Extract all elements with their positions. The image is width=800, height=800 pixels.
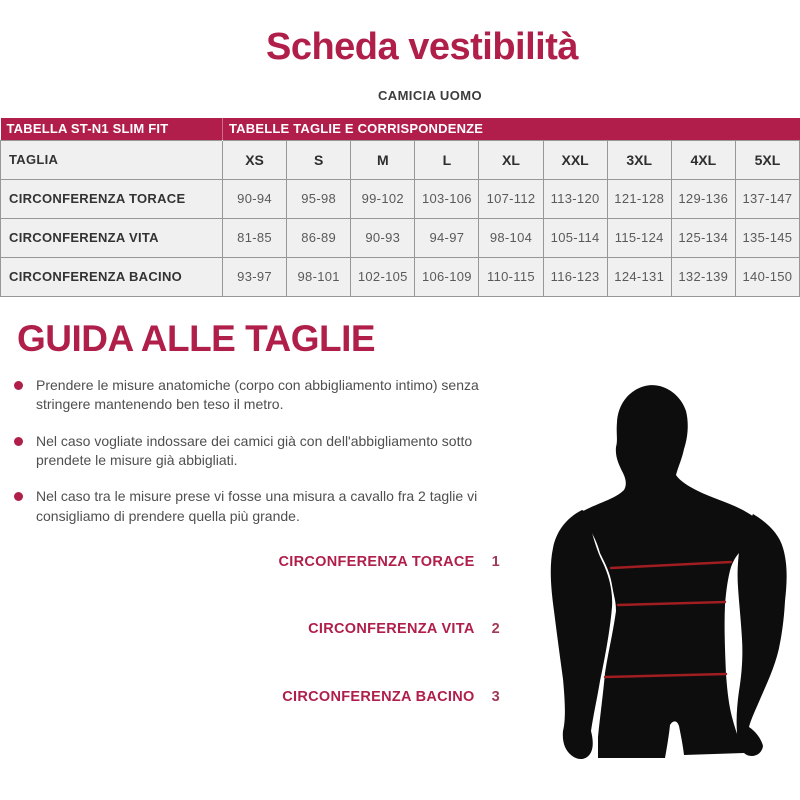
table-row-bacino (1, 257, 800, 296)
row-label-bacino: CIRCONFERENZA BACINO (1, 257, 223, 296)
vita-value-3xl: 115-124 (607, 218, 671, 257)
bullet-dot-icon (14, 437, 23, 446)
bullet-dot-icon (14, 381, 23, 390)
size-table (0, 118, 800, 297)
row-label-torace: CIRCONFERENZA TORACE (1, 179, 223, 218)
bacino-value-4xl: 132-139 (671, 257, 735, 296)
measure-number-2: 2 (491, 621, 500, 637)
measure-label-bacino-text: CIRCONFERENZA BACINO (282, 689, 475, 705)
right-arm-shape (737, 514, 787, 756)
measure-label-vita (0, 621, 500, 637)
bacino-value-3xl: 124-131 (607, 257, 671, 296)
vita-value-4xl: 125-134 (671, 218, 735, 257)
guide-bullet-text: Nel caso vogliate indossare dei camici già con dell'abbigliamento sotto prendete le misure già abbigliati. (36, 432, 473, 468)
size-header-l: L (415, 140, 479, 179)
table-header-left: TABELLA ST-N1 SLIM FIT (1, 118, 223, 140)
guide-bullet (14, 376, 489, 415)
bacino-value-l: 106-109 (415, 257, 479, 296)
table-row-vita (1, 218, 800, 257)
size-header-xxl: XXL (543, 140, 607, 179)
page-title: Scheda vestibilità (265, 26, 578, 68)
measure-label-bacino (0, 689, 500, 705)
measure-number-3: 3 (491, 689, 500, 705)
bacino-value-5xl: 140-150 (735, 257, 799, 296)
table-header-right: TABELLE TAGLIE E CORRISPONDENZE (223, 118, 800, 140)
taglia-column-header: TAGLIA (1, 140, 223, 179)
torace-value-xs: 90-94 (223, 179, 287, 218)
size-header-5xl: 5XL (735, 140, 799, 179)
measure-number-1: 1 (491, 554, 500, 570)
size-header-s: S (287, 140, 351, 179)
vita-value-s: 86-89 (287, 218, 351, 257)
bacino-value-xs: 93-97 (223, 257, 287, 296)
torace-value-3xl: 121-128 (607, 179, 671, 218)
measure-label-vita-text: CIRCONFERENZA VITA (308, 621, 475, 637)
size-header-3xl: 3XL (607, 140, 671, 179)
silhouette-svg (548, 380, 788, 762)
torace-value-xl: 107-112 (479, 179, 543, 218)
torace-value-m: 99-102 (351, 179, 415, 218)
vita-value-xs: 81-85 (223, 218, 287, 257)
torace-value-l: 103-106 (415, 179, 479, 218)
male-body-silhouette (548, 380, 788, 762)
size-header-row (1, 140, 800, 179)
torace-value-5xl: 137-147 (735, 179, 799, 218)
size-header-m: M (351, 140, 415, 179)
bullet-dot-icon (14, 492, 23, 501)
table-title-row (1, 118, 800, 140)
bacino-value-m: 102-105 (351, 257, 415, 296)
page-subtitle: CAMICIA UOMO (378, 88, 482, 103)
row-label-vita: CIRCONFERENZA VITA (1, 218, 223, 257)
bacino-value-s: 98-101 (287, 257, 351, 296)
guide-bullet-text: Nel caso tra le misure prese vi fosse una misura a cavallo fra 2 taglie vi consigliamo di prendere quella più grande. (36, 488, 478, 524)
torace-value-4xl: 129-136 (671, 179, 735, 218)
size-header-4xl: 4XL (671, 140, 735, 179)
size-header-xl: XL (479, 140, 543, 179)
torace-value-xxl: 113-120 (543, 179, 607, 218)
guide-bullet-list (14, 376, 489, 543)
measure-label-torace (0, 554, 500, 570)
vita-value-5xl: 135-145 (735, 218, 799, 257)
table-row-torace (1, 179, 800, 218)
vita-value-m: 90-93 (351, 218, 415, 257)
guide-bullet (14, 432, 489, 471)
bacino-value-xl: 110-115 (479, 257, 543, 296)
guide-bullet-text: Prendere le misure anatomiche (corpo con abbigliamento intimo) senza stringere mantenendo ben teso il metro. (36, 377, 479, 413)
bacino-value-xxl: 116-123 (543, 257, 607, 296)
measure-label-torace-text: CIRCONFERENZA TORACE (278, 554, 475, 570)
vita-value-xxl: 105-114 (543, 218, 607, 257)
size-header-xs: XS (223, 140, 287, 179)
guide-bullet (14, 487, 489, 526)
vita-value-l: 94-97 (415, 218, 479, 257)
vita-value-xl: 98-104 (479, 218, 543, 257)
torace-value-s: 95-98 (287, 179, 351, 218)
guide-heading: GUIDA ALLE TAGLIE (17, 318, 376, 359)
